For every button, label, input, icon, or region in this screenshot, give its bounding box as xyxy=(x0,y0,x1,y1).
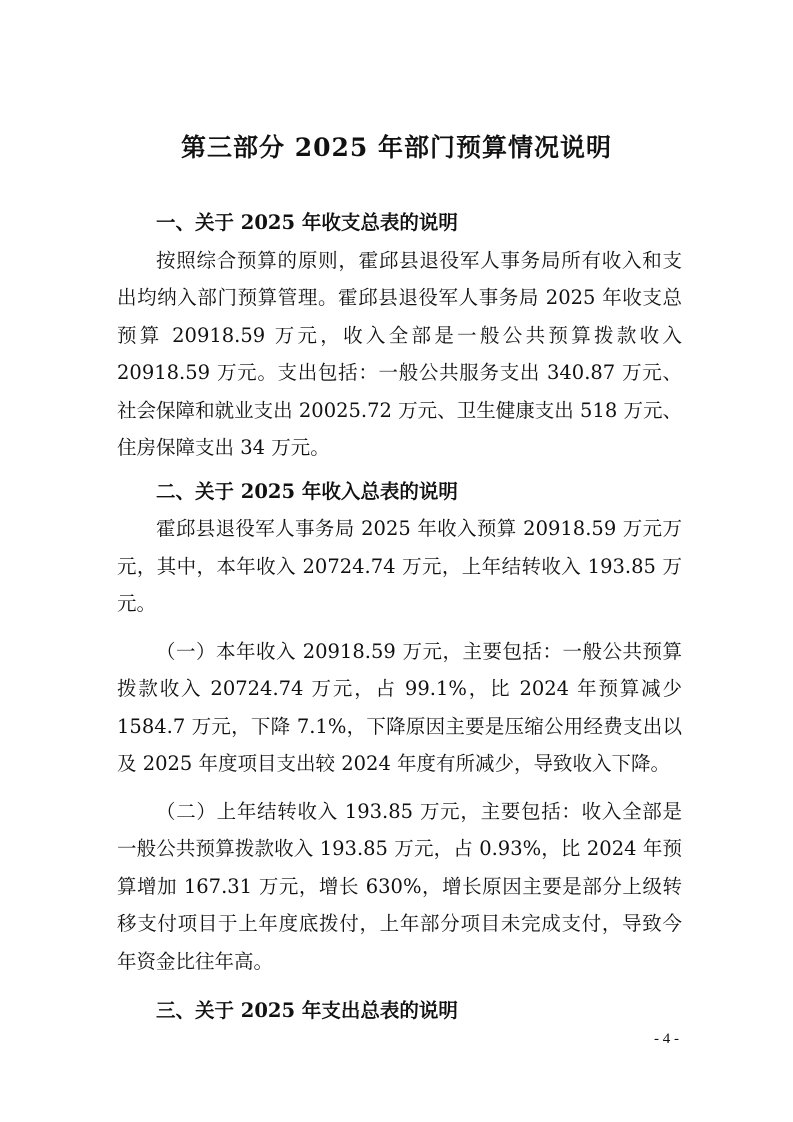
page-title: 第三部分 2025 年部门预算情况说明 xyxy=(181,133,612,162)
document-body xyxy=(117,204,682,1030)
page-number: - 4 - xyxy=(654,1031,679,1047)
paragraph-budget-summary: 按照综合预算的原则，霍邱县退役军人事务局所有收入和支出均纳入部门预算管理。霍邱县退役军人事务局 2025 年收支总预算 20918.59 万元，收入全部是一般公共预算拨款收入 20918.59 万元。支出包括：一般公共服务支出 340.87 万元、社会保障和就业支出 20025.72 万元、卫生健康支出 518 万元、住房保障支出 34 万元。 xyxy=(117,248,682,459)
paragraph-current-year-income: （一）本年收入 20918.59 万元，主要包括：一般公共预算拨款收入 20724.74 万元，占 99.1%，比 2024 年预算减少 1584.7 万元，下降 7.1%，下降原因主要是压缩公用经费支出以及 2025 年度项目支出较 2024 年度有所减少，导致收入下降。 xyxy=(117,639,682,775)
section-heading-2: 二、关于 2025 年收入总表的说明 xyxy=(156,479,458,503)
section-heading-1: 一、关于 2025 年收支总表的说明 xyxy=(156,211,458,234)
section-heading-3: 三、关于 2025 年支出总表的说明 xyxy=(156,999,458,1022)
paragraph-carryover-income: （二）上年结转收入 193.85 万元，主要包括：收入全部是一般公共预算拨款收入 193.85 万元，占 0.93%，比 2024 年预算增加 167.31 万元，增长 630%，增长原因主要是部分上级转移支付项目于上年度底拨付，上年部分项目未完成支付，导致今年资金比往年高。 xyxy=(117,799,682,973)
paragraph-income-overview: 霍邱县退役军人事务局 2025 年收入预算 20918.59 万元万元，其中，本年收入 20724.74 万元，上年结转收入 193.85 万元。 xyxy=(117,517,682,615)
